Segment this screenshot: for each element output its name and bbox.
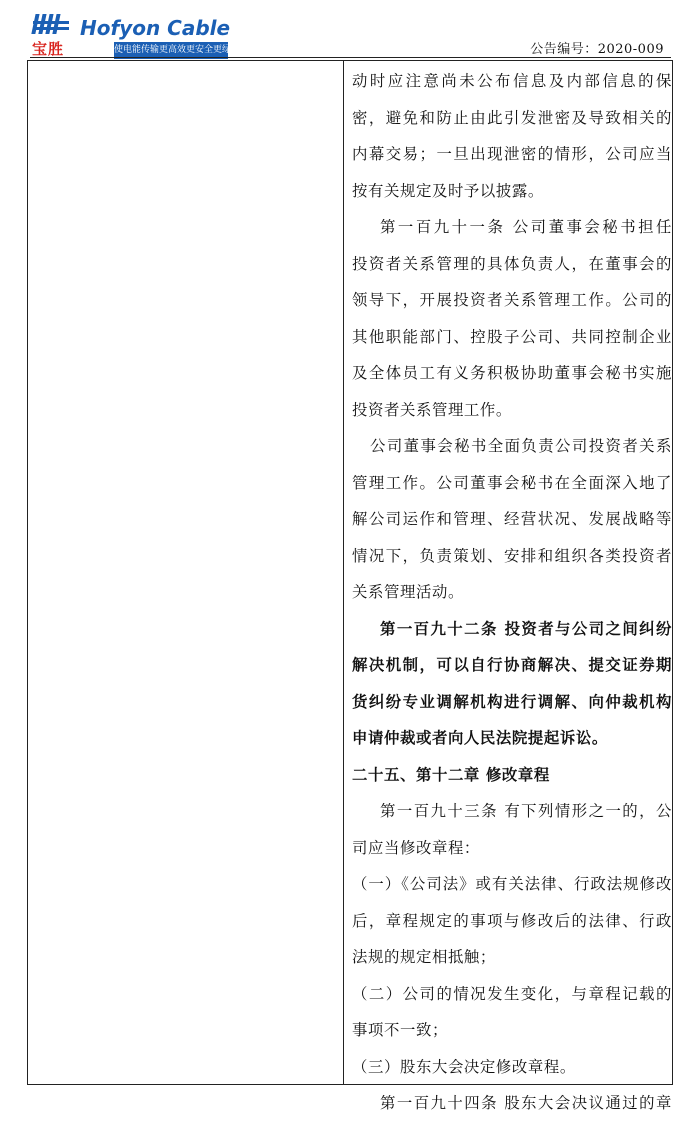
text-line: 申请仲裁或者向人民法院提起诉讼。 bbox=[352, 729, 608, 747]
revised-text-body bbox=[352, 63, 672, 1122]
company-logo bbox=[30, 12, 241, 58]
logo-chinese-name: 宝胜 bbox=[32, 40, 65, 58]
text-line: 法规的规定相抵触； bbox=[352, 948, 496, 966]
text-line: 解公司运作和管理、经营状况、发展战略等 bbox=[352, 510, 672, 528]
text-line: 其他职能部门、控股子公司、共同控制企业 bbox=[352, 327, 672, 346]
text-line: （一）《公司法》或有关法律、行政法规修改 bbox=[352, 875, 672, 893]
text-line: 第一百九十一条 公司董事会秘书担任 bbox=[380, 218, 672, 236]
text-line: 公司董事会秘书全面负责公司投资者关系 bbox=[370, 437, 672, 455]
text-line: 投资者关系管理工作。 bbox=[352, 400, 512, 419]
table-column-original bbox=[28, 61, 344, 1084]
text-line: 第一百九十二条 投资者与公司之间纠纷 bbox=[380, 619, 672, 638]
text-line: 密，避免和防止由此引发泄密及导致相关的 bbox=[352, 108, 672, 127]
text-line: 后，章程规定的事项与修改后的法律、行政 bbox=[352, 911, 672, 930]
text-line: 投资者关系管理的具体负责人，在董事会的 bbox=[352, 254, 672, 273]
text-line: 动时应注意尚未公布信息及内部信息的保 bbox=[352, 72, 672, 90]
text-line: 关系管理活动。 bbox=[352, 583, 464, 601]
text-line: 及全体员工有义务积极协助董事会秘书实施 bbox=[352, 364, 672, 382]
page-header bbox=[0, 0, 700, 60]
comparison-table bbox=[27, 60, 673, 1112]
text-line: 二十五、第十二章 修改章程 bbox=[352, 765, 550, 784]
text-line: 内幕交易；一旦出现泄密的情形，公司应当 bbox=[352, 145, 672, 163]
header-rule bbox=[30, 57, 671, 58]
notice-number: 公告编号：2020-009 bbox=[530, 42, 664, 57]
text-line: （二）公司的情况发生变化，与章程记载的 bbox=[352, 984, 672, 1003]
text-line: 货纠纷专业调解机构进行调解、向仲裁机构 bbox=[352, 692, 672, 711]
text-line: 按有关规定及时予以披露。 bbox=[352, 181, 544, 200]
text-line: 解决机制，可以自行协商解决、提交证券期 bbox=[352, 656, 672, 674]
logo-english-name: Hofyon Cable bbox=[80, 16, 231, 40]
text-line: 司应当修改章程： bbox=[352, 838, 480, 857]
text-line: 情况下，负责策划、安排和组织各类投资者 bbox=[352, 546, 672, 565]
text-line: 管理工作。公司董事会秘书在全面深入地了 bbox=[352, 473, 672, 492]
table-column-revised bbox=[344, 61, 672, 1112]
text-line: （三）股东大会决定修改章程。 bbox=[352, 1057, 576, 1076]
text-line: 第一百九十四条 股东大会决议通过的章 bbox=[380, 1094, 672, 1112]
text-line: 领导下，开展投资者关系管理工作。公司的 bbox=[352, 291, 672, 309]
logo-slogan: 使电能传输更高效更安全更绿色 bbox=[114, 42, 228, 59]
text-line: 第一百九十三条 有下列情形之一的，公 bbox=[380, 802, 672, 820]
text-line: 事项不一致； bbox=[352, 1021, 448, 1039]
